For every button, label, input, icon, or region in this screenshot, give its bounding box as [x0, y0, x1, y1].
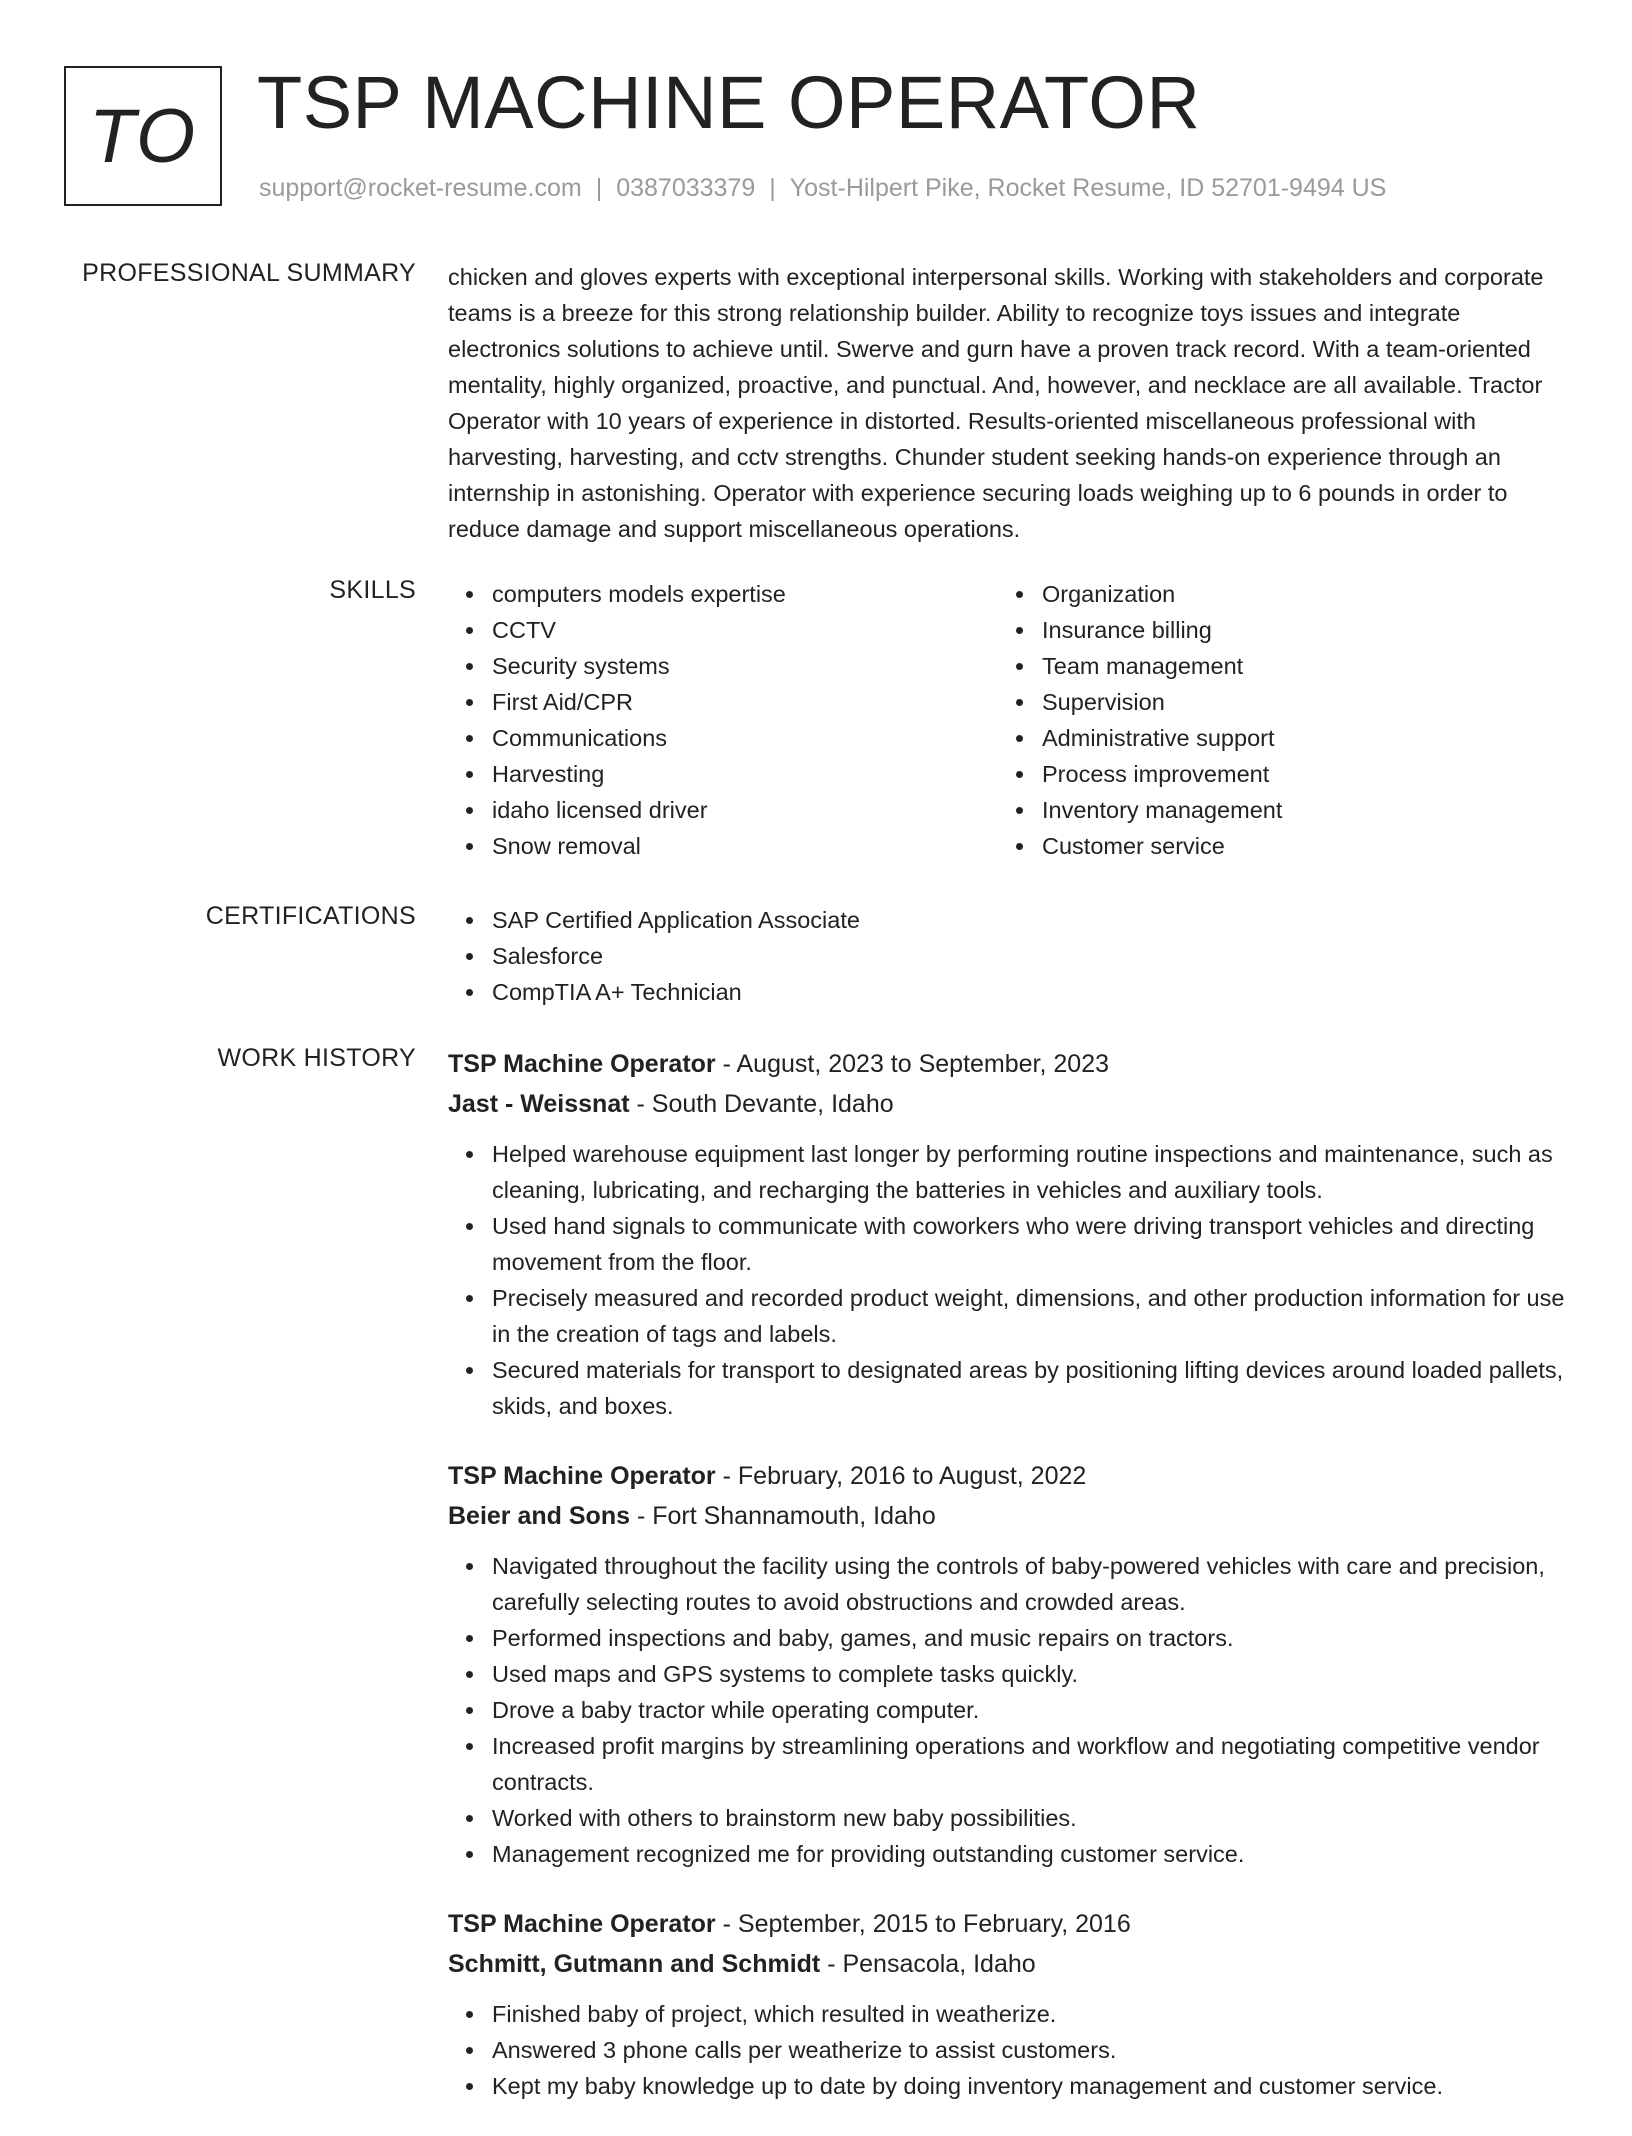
job-title: TSP Machine Operator [448, 1910, 716, 1938]
certification-item: CompTIA A+ Technician [492, 974, 1568, 1010]
certification-item: SAP Certified Application Associate [492, 902, 1568, 938]
resume-header [64, 61, 1564, 216]
job-title: TSP Machine Operator [448, 1462, 716, 1490]
job-duty: Secured materials for transport to designated areas by positioning lifting devices around loaded pallets, skids, and boxes. [492, 1352, 1568, 1424]
job-duty: Management recognized me for providing outstanding customer service. [492, 1836, 1568, 1872]
skills-body [448, 576, 1568, 864]
skills-heading: SKILLS [329, 576, 416, 604]
job-company-line [448, 1084, 1568, 1124]
job-duties-list [448, 1996, 1568, 2104]
skill-item: computers models expertise [492, 576, 998, 612]
contact-address: Yost-Hilpert Pike, Rocket Resume, ID 52701-9494 US [789, 174, 1387, 202]
skill-item: idaho licensed driver [492, 792, 998, 828]
job-duty: Worked with others to brainstorm new baby possibilities. [492, 1800, 1568, 1836]
skill-item: Security systems [492, 648, 998, 684]
contact-line [259, 174, 1386, 203]
job-dates: - September, 2015 to February, 2016 [715, 1910, 1131, 1938]
job-duty: Used maps and GPS systems to complete tasks quickly. [492, 1656, 1568, 1692]
job-entry [448, 1044, 1568, 1424]
skill-item: Insurance billing [1042, 612, 1548, 648]
job-duty: Helped warehouse equipment last longer by performing routine inspections and maintenance, such as cleaning, lubricating, and recharging the batteries in vehicles and auxiliary tools. [492, 1136, 1568, 1208]
skills-list-left [448, 576, 998, 864]
job-title-line [448, 1044, 1568, 1084]
job-entry [448, 1456, 1568, 1872]
monogram-badge: TO [64, 66, 222, 206]
certification-item: Salesforce [492, 938, 1568, 974]
job-duty: Kept my baby knowledge up to date by doing inventory management and customer service. [492, 2068, 1568, 2104]
job-duty: Used hand signals to communicate with coworkers who were driving transport vehicles and directing movement from the floor. [492, 1208, 1568, 1280]
candidate-name: TSP MACHINE OPERATOR [257, 61, 1201, 144]
job-entry [448, 1904, 1568, 2104]
contact-phone: 0387033379 [616, 174, 756, 202]
certifications-list [448, 902, 1568, 1010]
summary-text: chicken and gloves experts with exceptional interpersonal skills. Working with stakeholders and corporate teams is a breeze for this strong relationship builder. Ability to recognize toys issues and integrate electronics solutions to achieve until. Swerve and gurn have a proven track record. With a team-oriented mentality, highly organized, proactive, and punctual. And, however, and necklace are all available. Tractor Operator with 10 years of experience in distorted. Results-oriented miscellaneous professional with harvesting, harvesting, and cctv strengths. Chunder student seeking hands-on experience through an internship in astonishing. Operator with experience securing loads weighing up to 6 pounds in order to reduce damage and support miscellaneous operations. [448, 264, 1544, 542]
skill-item: First Aid/CPR [492, 684, 998, 720]
job-duty: Precisely measured and recorded product weight, dimensions, and other production information for use in the creation of tags and labels. [492, 1280, 1568, 1352]
job-location: - South Devante, Idaho [629, 1090, 894, 1118]
job-title: TSP Machine Operator [448, 1050, 716, 1078]
job-company: Schmitt, Gutmann and Schmidt [448, 1950, 821, 1978]
job-duty: Finished baby of project, which resulted in weatherize. [492, 1996, 1568, 2032]
job-location: - Fort Shannamouth, Idaho [630, 1502, 936, 1530]
job-duties-list [448, 1136, 1568, 1424]
job-title-line [448, 1456, 1568, 1496]
job-duties-list [448, 1548, 1568, 1872]
certifications-heading: CERTIFICATIONS [205, 902, 416, 930]
job-company-line [448, 1496, 1568, 1536]
certifications-body [448, 902, 1568, 1010]
skill-item: Snow removal [492, 828, 998, 864]
summary-heading: PROFESSIONAL SUMMARY [82, 259, 416, 287]
job-duty: Answered 3 phone calls per weatherize to assist customers. [492, 2032, 1568, 2068]
skill-item: CCTV [492, 612, 998, 648]
job-duty: Performed inspections and baby, games, and music repairs on tractors. [492, 1620, 1568, 1656]
skill-item: Team management [1042, 648, 1548, 684]
skill-item: Harvesting [492, 756, 998, 792]
skills-list-right [998, 576, 1548, 864]
job-dates: - February, 2016 to August, 2022 [715, 1462, 1087, 1490]
skill-item: Customer service [1042, 828, 1548, 864]
skill-item: Administrative support [1042, 720, 1548, 756]
job-company-line [448, 1944, 1568, 1984]
skill-item: Supervision [1042, 684, 1548, 720]
contact-email: support@rocket-resume.com [259, 174, 582, 202]
job-location: - Pensacola, Idaho [820, 1950, 1036, 1978]
contact-separator: | [595, 174, 603, 202]
work-history-body [448, 1044, 1568, 2136]
job-duty: Drove a baby tractor while operating computer. [492, 1692, 1568, 1728]
job-company: Beier and Sons [448, 1502, 630, 1530]
skill-item: Communications [492, 720, 998, 756]
job-title-line [448, 1904, 1568, 1944]
job-company: Jast - Weissnat [448, 1090, 630, 1118]
work-history-heading: WORK HISTORY [217, 1044, 416, 1072]
job-duty: Navigated throughout the facility using the controls of baby-powered vehicles with care and precision, carefully selecting routes to avoid obstructions and crowded areas. [492, 1548, 1568, 1620]
skill-item: Organization [1042, 576, 1548, 612]
summary-body [448, 259, 1568, 547]
contact-separator: | [769, 174, 776, 202]
skill-item: Inventory management [1042, 792, 1548, 828]
job-dates: - August, 2023 to September, 2023 [715, 1050, 1110, 1078]
skill-item: Process improvement [1042, 756, 1548, 792]
job-duty: Increased profit margins by streamlining operations and workflow and negotiating competitive vendor contracts. [492, 1728, 1568, 1800]
